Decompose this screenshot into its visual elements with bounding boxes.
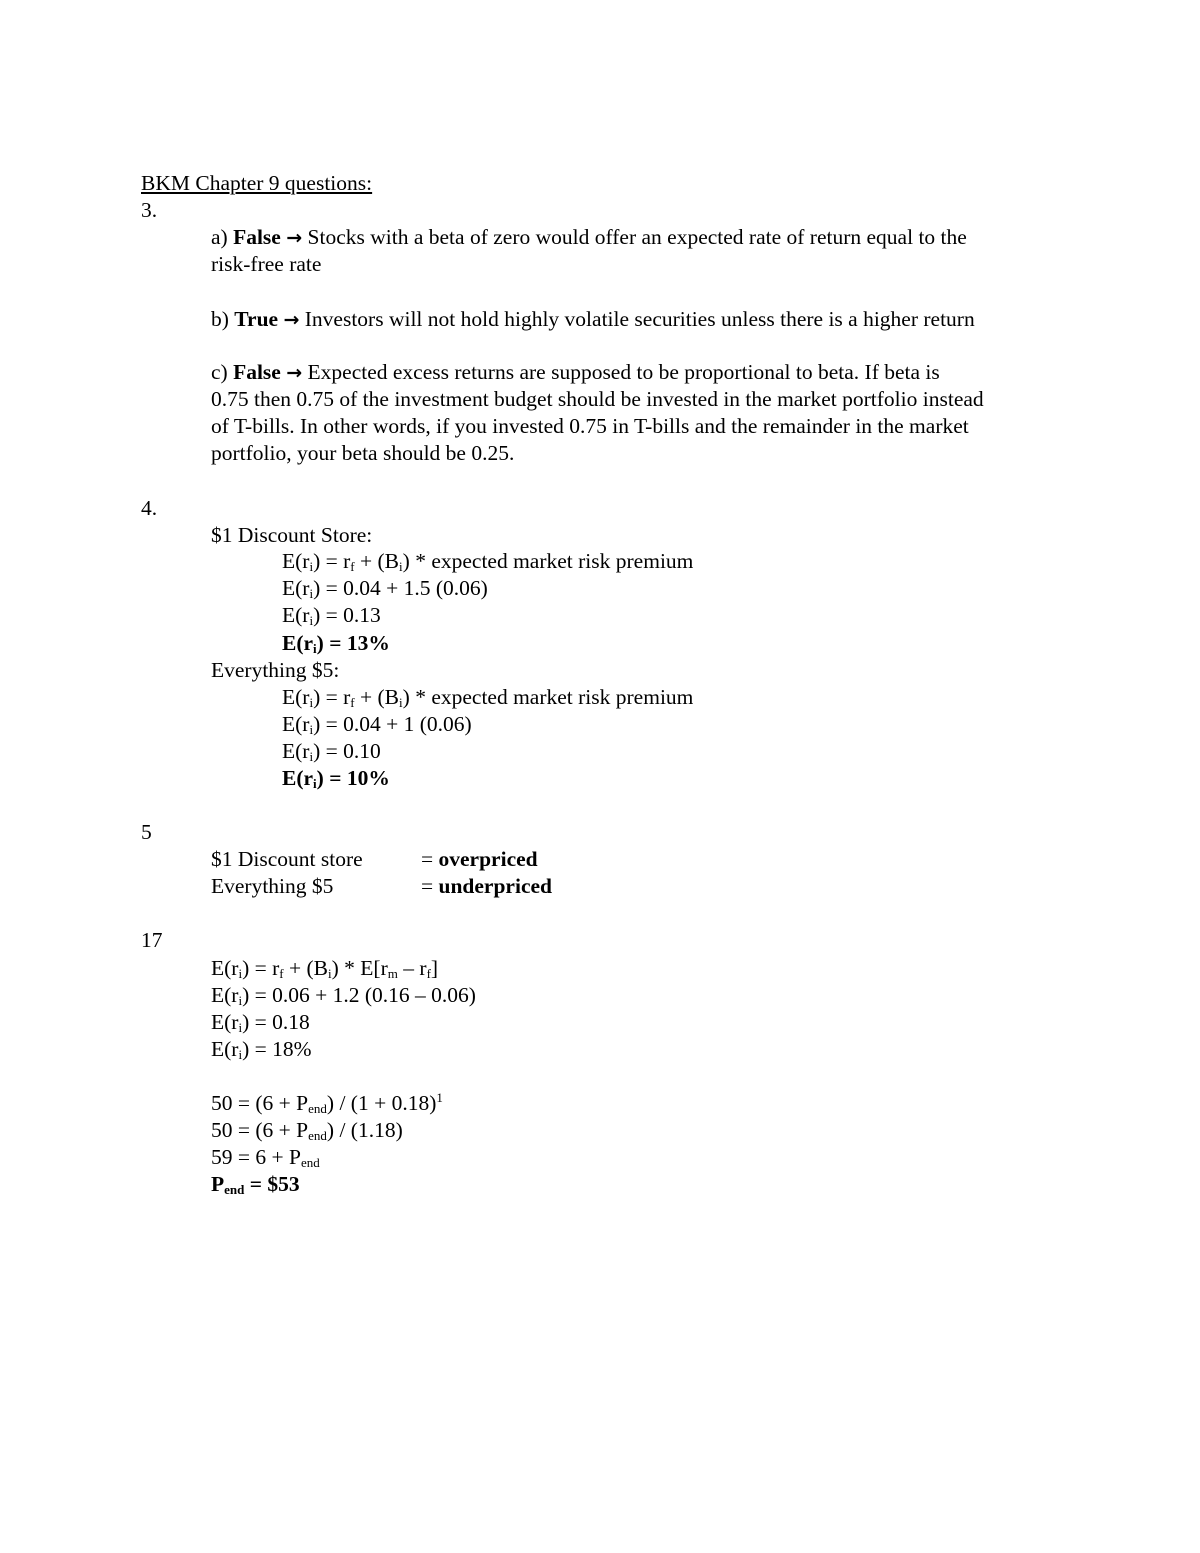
q17-equation-3: $E(r_i) = 0.18$ (211, 1010, 310, 1035)
store-2-name: Everything $5: (211, 658, 340, 682)
question-4-number: 4. (141, 496, 158, 520)
answer-3a-continued: risk-free rate (211, 252, 322, 276)
heading: BKM Chapter 9 questions: (141, 171, 373, 195)
store-2-result: $E(r_i) = 10\%$ (282, 766, 390, 791)
store-2-equation-1: $E(r_i) = r_f + (B_i)$ * expected market risk premium (282, 685, 694, 710)
question-3-number: 3. (141, 198, 158, 222)
arrow-right-icon: → (286, 362, 303, 384)
q17-price-equation-1: $50 = (6 + P_{end}) / (1 + 0.18)^1$ (211, 1090, 443, 1116)
store-2-equation-2: $E(r_i) = 0.04 + 1$ (0.06) (282, 712, 472, 737)
arrow-right-icon: → (286, 227, 303, 249)
store-2-equation-3: $E(r_i) = 0.10$ (282, 739, 381, 764)
answer-3c-line-3: of T-bills. In other words, if you invested 0.75 in T-bills and the remainder in the market (211, 414, 969, 438)
q5-row-2-name: Everything $5 (211, 874, 334, 898)
q17-equation-2: $E(r_i) = 0.06 + 1.2$ (0.16 – 0.06) (211, 983, 476, 1008)
q17-equation-4: $E(r_i) = 18\%$ (211, 1037, 312, 1062)
q17-equation-1: $E(r_i) = r_f + (B_i) * E[r_m - r_f]$ (211, 956, 439, 981)
store-1-equation-1: $E(r_i) = r_f + (B_i)$ * expected market risk premium (282, 549, 694, 574)
q5-row-1-result: = overpriced (421, 847, 538, 871)
q17-price-result: $P_{end}$ = $53 (211, 1172, 300, 1197)
q17-price-equation-2: $50 = (6 + P_{end}) / (1.18)$ (211, 1118, 403, 1143)
arrow-right-icon: → (283, 309, 300, 331)
store-1-equation-3: $E(r_i) = 0.13$ (282, 603, 381, 628)
answer-3c-line-2: 0.75 then 0.75 of the investment budget should be invested in the market portfolio instead (211, 387, 984, 411)
answer-3c-line-4: portfolio, your beta should be 0.25. (211, 441, 515, 465)
store-1-result: $E(r_i) = 13\%$ (282, 631, 390, 656)
answer-3a: a) False → Stocks with a beta of zero would offer an expected rate of return equal to the (211, 225, 967, 249)
question-17-number: 17 (141, 928, 163, 952)
q17-price-equation-3: $59 = 6 + P_{end}$ (211, 1145, 320, 1170)
q5-row-1-name: $1 Discount store (211, 847, 363, 871)
q5-row-2-result: = underpriced (421, 874, 552, 898)
question-5-number: 5 (141, 820, 152, 844)
store-1-name: $1 Discount Store: (211, 523, 373, 547)
store-1-equation-2: $E(r_i) = 0.04 + 1.5$ (0.06) (282, 576, 488, 601)
answer-3c: c) False → Expected excess returns are supposed to be proportional to beta. If beta is (211, 360, 940, 384)
answer-3b: b) True → Investors will not hold highly volatile securities unless there is a higher return (211, 307, 975, 331)
